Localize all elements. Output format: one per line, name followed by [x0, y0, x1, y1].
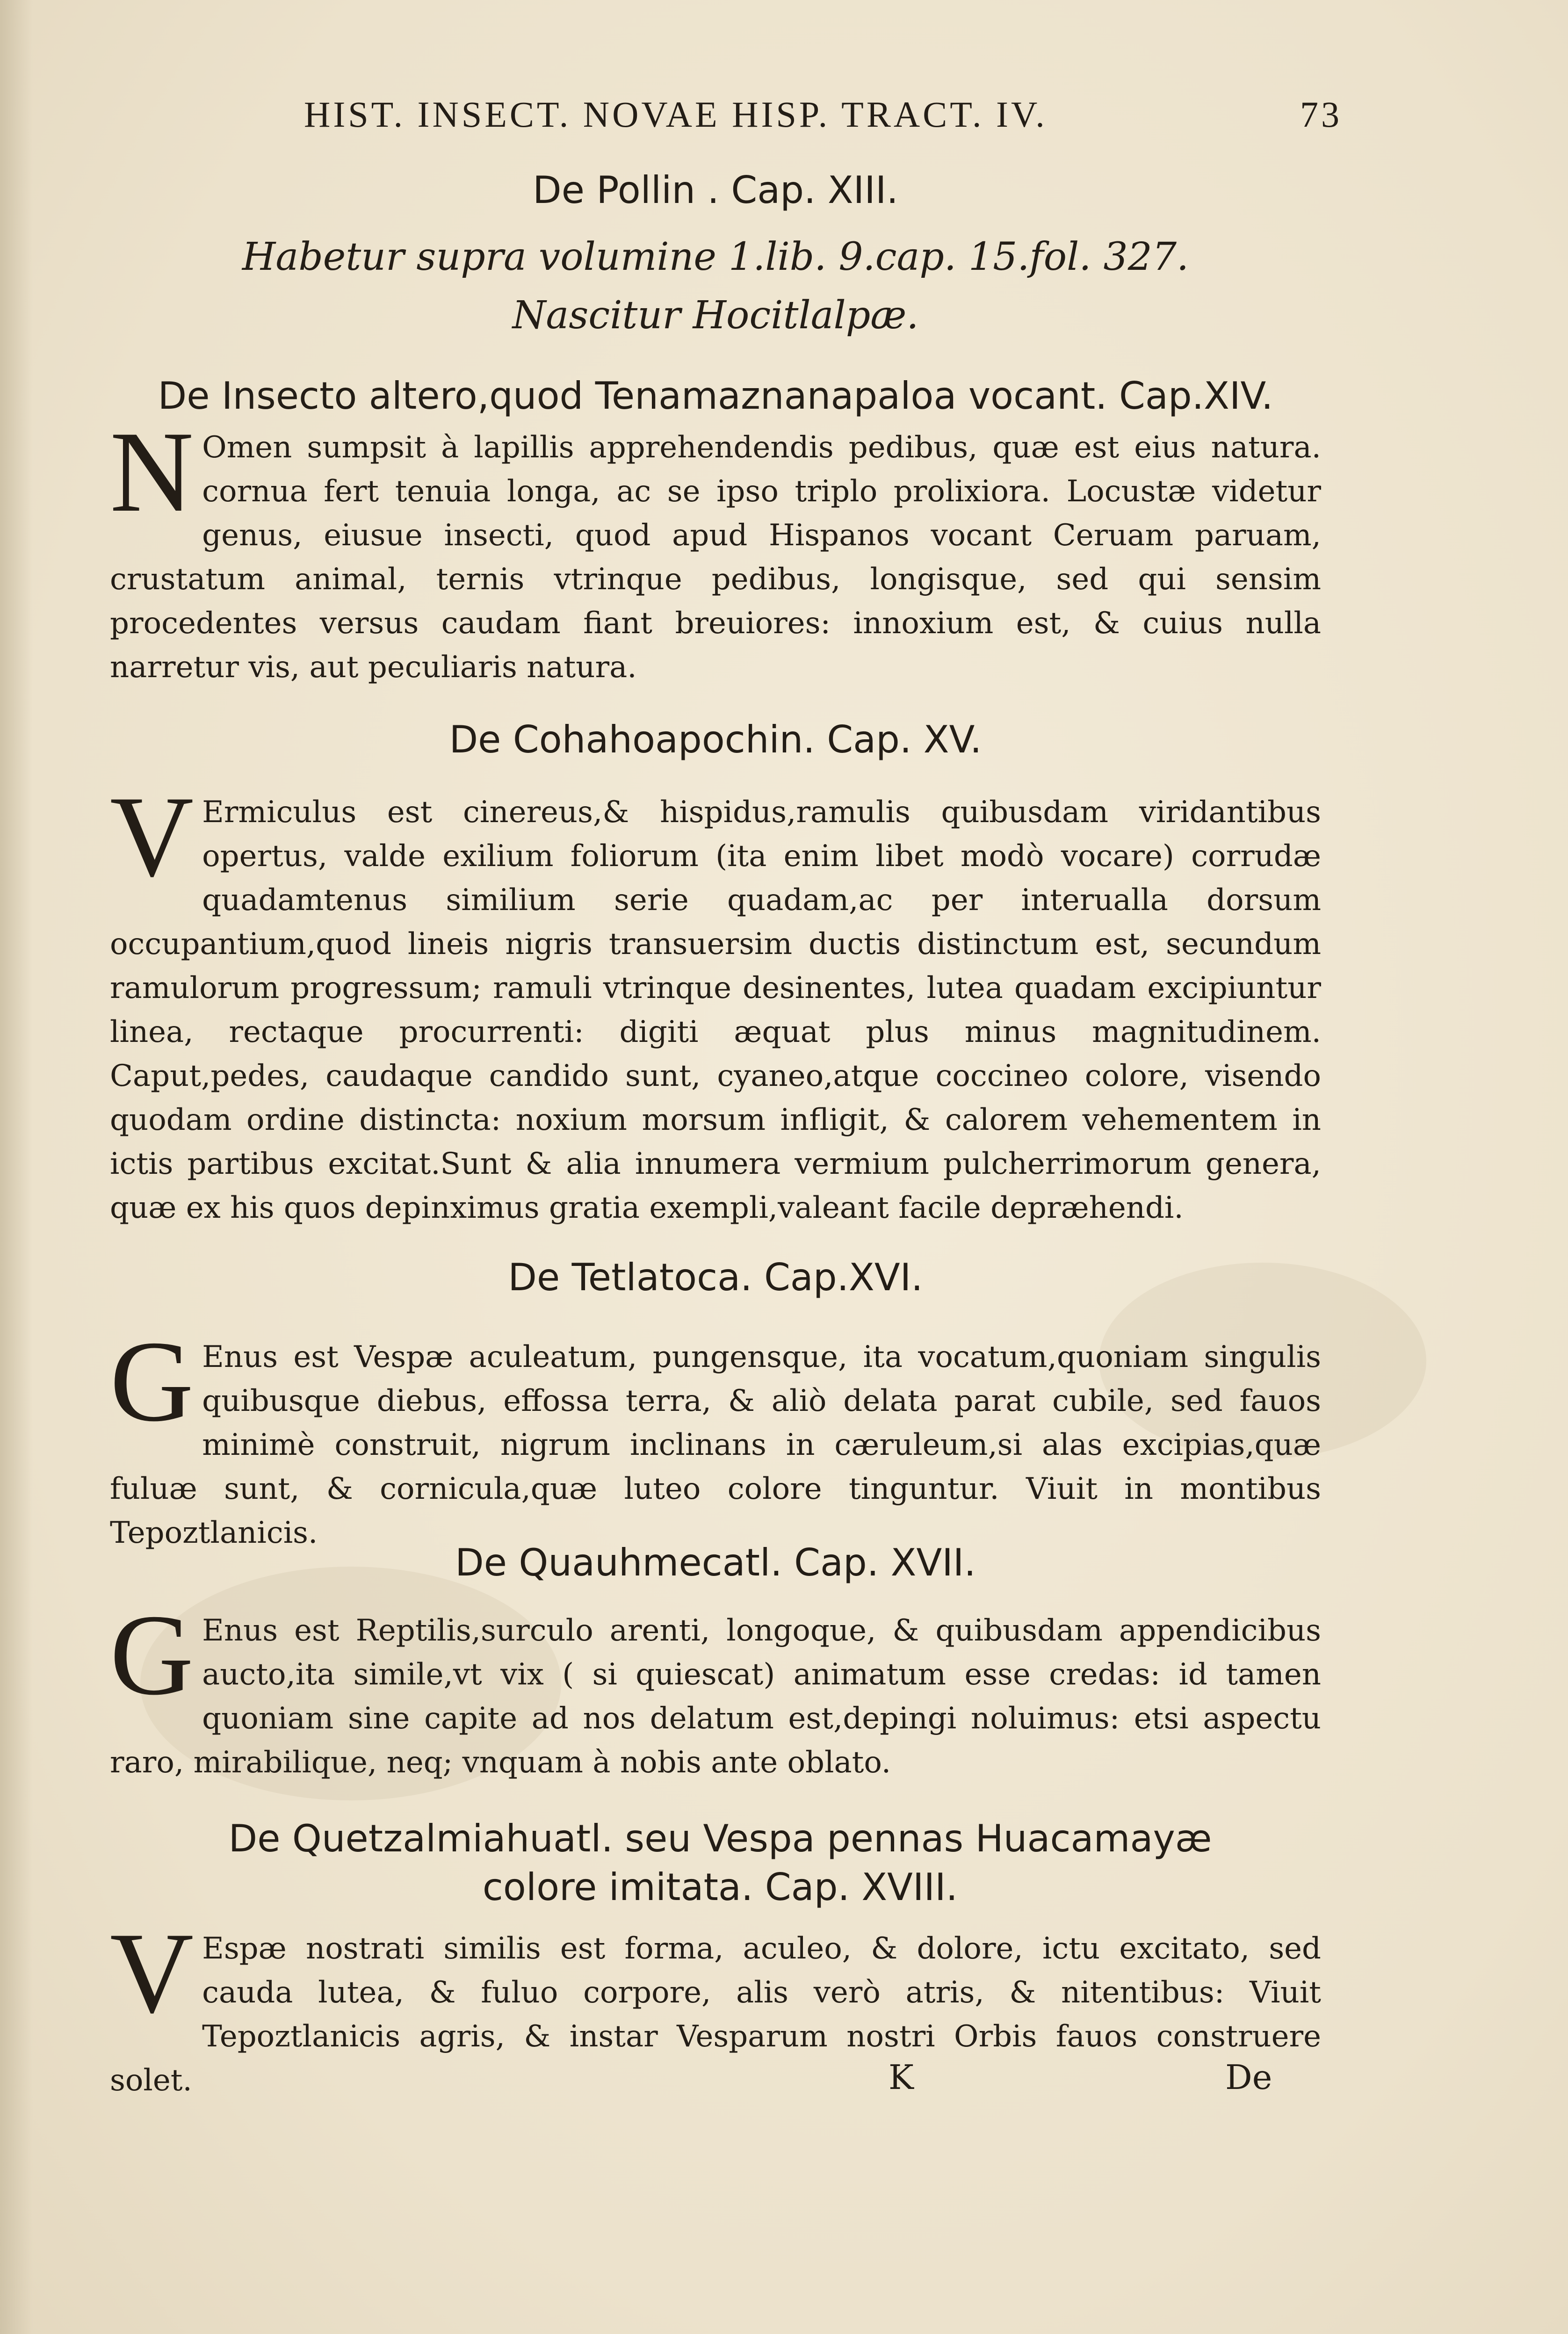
- running-head-title: HIST. INSECT. NOVAE HISP. TRACT. IV.: [304, 94, 1048, 135]
- chapter-paragraph: [110, 1317, 1321, 1555]
- drop-capital: N: [110, 407, 194, 536]
- chapter-paragraph: [110, 407, 1321, 689]
- paragraph-text: Omen sumpsit à lapillis apprehendendis pedibus, quæ est eius natura. cornua fert tenuia longa, ac se ipso triplo prolixiora. Locustæ videtur genus, eiusue insecti, quod apud Hispanos vocant Ceruam paruam, crustatum animal, ternis vtrinque pedibus, longisque, sed qui sensim procedentes versus caudam fiant breuiores: innoxium est, & cuius nulla narretur vis, aut peculiaris natura.: [110, 430, 1321, 685]
- chapter-heading: De Cohahoapochin. Cap. XV.: [449, 718, 982, 761]
- drop-capital: V: [110, 772, 194, 901]
- drop-capital: G: [110, 1590, 194, 1719]
- chapter-heading: De Quetzalmiahuatl. seu Vespa pennas Huacamayæ colore imitata. Cap. XVIII.: [228, 1817, 1212, 1909]
- running-head: [304, 94, 1342, 150]
- cross-reference-note: Habetur supra volumine 1.lib. 9.cap. 15.fol. 327.: [242, 235, 1189, 279]
- chapter-heading: De Pollin . Cap. XIII.: [533, 168, 898, 212]
- chapter-heading: De Tetlatoca. Cap.XVI.: [508, 1256, 923, 1299]
- chapter-paragraph: [110, 1590, 1321, 1785]
- paragraph-text: Ermiculus est cinereus,& hispidus,ramulis quibusdam viridantibus opertus, valde exilium foliorum (ita enim libet modò vocare) corrudæ quadamtenus similium serie quadam,ac per interualla dorsum occupantium,quod lineis nigris transuersim ductis distinctum est, secundum ramulorum progressum; ramuli vtrinque desinentes, lutea quadam excipiuntur linea, rectaque procurrenti: digiti æquat plus minus magnitudinem. Caput,pedes, caudaque candido sunt, cyaneo,atque coccineo colore, visendo quodam ordine distincta: noxium morsum infligit, & calorem vehementem in ictis partibus excitat.Sunt & alia innumera vermium pulcherrimorum genera, quæ ex his quos depinximus gratia exempli,valeant facile depræhendi.: [110, 795, 1321, 1225]
- page-number: 73: [1300, 94, 1342, 135]
- paragraph-text: Espæ nostrati similis est forma, aculeo, & dolore, ictu excitato, sed cauda lutea, & fuluo corpore, alis verò atris, & nitentibus: Viuit Tepoztlanicis agris, & instar Vesparum nostri Orbis fauos construere solet.: [110, 1931, 1321, 2098]
- chapter-heading: De Quauhmecatl. Cap. XVII.: [455, 1541, 976, 1584]
- drop-capital: G: [110, 1317, 194, 1445]
- paragraph-text: Enus est Vespæ aculeatum, pungensque, ita vocatum,quoniam singulis quibusque diebus, effossa terra, & aliò delata parat cubile, sed fauos minimè construit, nigrum inclinans in cæruleum,si alas excipias,quæ fuluæ sunt, & cornicula,quæ luteo colore tinguntur. Viuit in montibus Tepoztlanicis.: [110, 1340, 1321, 1550]
- catchword: De: [1225, 2058, 1272, 2097]
- chapter-paragraph: [110, 1908, 1321, 2103]
- spine-shadow: [0, 0, 33, 2334]
- habitat-note: Nascitur Hocitlalpæ.: [512, 293, 919, 338]
- chapter-paragraph: [110, 772, 1321, 1230]
- paragraph-text: Enus est Reptilis,surculo arenti, longoque, & quibusdam appendicibus aucto,ita simile,vt vix ( si quiescat) animatum esse credas: id tamen quoniam sine capite ad nos delatum est,depingi noluimus: etsi aspectu raro, mirabilique, neq; vnquam à nobis ante oblato.: [110, 1613, 1321, 1780]
- signature-mark: K: [889, 2058, 914, 2097]
- drop-capital: V: [110, 1908, 194, 2037]
- chapter-heading: De Insecto altero,quod Tenamaznanapaloa vocant. Cap.XIV.: [158, 374, 1273, 418]
